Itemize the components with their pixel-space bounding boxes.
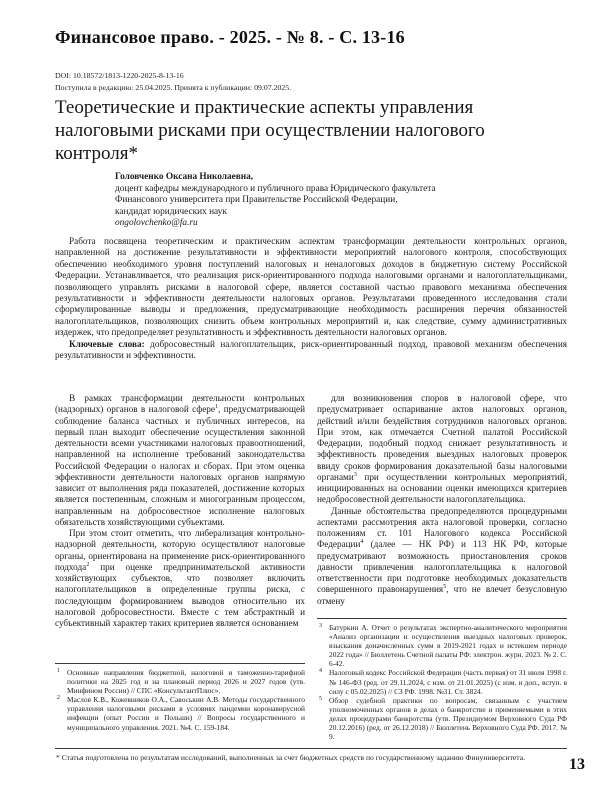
footnote-number: 1 [57, 668, 60, 674]
keywords-text: добросовестный налогоплательщик, риск-ориентированный подход, правовой механизм обеспечения результативности и эффективности. [55, 338, 567, 361]
footnote-block-right [317, 618, 567, 749]
footnote-number: 3 [319, 623, 322, 629]
column-left [55, 393, 305, 749]
column-right [317, 393, 567, 749]
keywords-label: Ключевые слова: [69, 338, 145, 349]
author-degree: кандидат юридических наук [115, 206, 227, 217]
bottom-rule [55, 748, 567, 749]
footnote [317, 696, 567, 741]
body-paragraph: В рамках трансформации деятельности контрольных (надзорных) органов в налоговой сфере$^1$, предусматривающей соблюдение баланса частных и публичных интересов, на первый план выходит обеспечение осуществления законной деятельности всеми участниками налоговых правоотношений, направленной на исполнение требований законодательства Российской Федерации о налогах и сборах. При этом оценка эффективности деятельности налоговых органов напрямую зависит от выполнения ряда показателей, достижение которых является постепенным, сложным и многогранным процессом, направленным на добросовестное исполнение налоговых обязательств хозяйствующими субъектами. [55, 393, 305, 527]
page-number: 13 [569, 756, 585, 773]
bottom-footnote: * Статья подготовлена по результатам исследований, выполненных за счет бюджетных средств по государственному заданию Финуниверситета. [56, 753, 525, 762]
footnote-number: 5 [319, 695, 322, 702]
footnote-rule [55, 663, 305, 664]
footnote [317, 623, 567, 668]
footnote-number: 2 [57, 695, 60, 702]
author-email: ongolovchenko@fa.ru [115, 218, 198, 229]
footnote [55, 695, 305, 731]
footnote-text: Обзор судебной практики по вопросам, связанным с участием уполномоченных органов в делах о банкротстве и применяемыми в этих делах процедурами банкротства (утв. Президиумом Верховного Суда РФ 20.12.2016) (ред. от 26.12.2018) // Бюллетень Верховного Суда РФ. 2017. № 9. [329, 695, 567, 742]
doi-line: DOI: 10.18572/1813-1220-2025-8-13-16 [55, 71, 184, 80]
footnote-text: Налоговый кодекс Российской Федерации (часть первая) от 31 июля 1998 г. № 146-ФЗ (ред. от 29.11.2024, с изм. от 21.01.2025) (с изм. и доп., вступ. в силу с 05.02.2025) // СЗ РФ. 1998. №31. Ст. 3824. [329, 668, 567, 696]
body-paragraph: Данные обстоятельства предопределяются процедурными аспектами рассмотрения акта налоговой проверки, согласно положениям ст. 101 Налогового кодекса Российской Федерации$^4$ (далее — НК РФ) и 113 НК РФ, которые предусматривают возможность приостановления сроков давности привлечения налогоплательщика к налоговой ответственности при подготовке необходимых доказательств совершенного правонарушения$^5$, что не влечет безусловную отмену [317, 505, 567, 606]
footnote-number: 4 [319, 668, 322, 675]
abstract-block [55, 236, 567, 361]
abstract-paragraph: Работа посвящена теоретическим и практическим аспектам трансформации деятельности контрольных органов, направленной на достижение результативности и эффективности мероприятий налогового контроля, способствующих обеспечению необходимого уровня поступлений налоговых и неналоговых доходов в бюджетную систему Российской Федерации. Устанавливается, что реализация риск-ориентированного подхода налоговыми органами и налогоплательщиками, позволяющего управлять рисками в налоговой сфере, является составной частью правового механизма обеспечения результативности и эффективности деятельности налоговых органов. Результатами проведенного исследования стали сформулированные выводы и предложения, предусматривающие необходимость расширения перечня обязанностей налогоплательщиков, позволяющих снизить объем контрольных мероприятий и, как следствие, сумму административных издержек, что предопределяет результативность и эффективность деятельности налоговых органов. [55, 236, 567, 338]
footnote-block-left [55, 663, 305, 749]
author-affiliation-1: доцент кафедры международного и публичного права Юридического факультета [115, 183, 436, 194]
received-line: Поступила в редакцию: 25.04.2025. Принята к публикации: 09.07.2025. [55, 82, 292, 92]
body-columns [55, 393, 567, 749]
article-meta [55, 70, 291, 93]
article-title: Теоретические и практические аспекты управления налоговыми рисками при осуществлении налогового контроля* [55, 97, 485, 164]
body-paragraph: для возникновения споров в налоговой сфере, что предусматривает оспаривание актов налоговых органов, действий и/или бездействия сотрудников налоговых органов. При этом, как отмечается Счетной палатой Российской Федерации, подобный подход снижает результативность и эффективность проведения выездных налоговых проверок ввиду сроков формирования доказательной базы налоговыми органами$^3$ при осуществлении контрольных мероприятий, инициированных на основании оценки имеющихся критериев недобросовестной деятельности налогоплательщика. [317, 393, 567, 505]
body-paragraph: При этом стоит отметить, что либерализация контрольно-надзорной деятельности, которую осуществляют налоговые органы, ориентирована на применение риск-ориентированного подхода$^2$ при оценке предпринимательской активности хозяйствующих субъектов, что позволяет включить налогоплательщиков в определенные группы риска, с последующим формированием выводов относительно их налоговой добросовестности. Вместе с тем абстрактный и субъективный характер таких критериев является основанием [55, 528, 305, 628]
author-affiliation-2: Финансового университета при Правительстве Российской Федерации, [115, 195, 398, 206]
footnote [55, 668, 305, 695]
footnote-rule [317, 618, 567, 619]
footnote-text: Основные направления бюджетной, налоговой и таможенно-тарифной политики на 2025 год и на плановый период 2026 и 2027 годов (утв. Минфином России) // СПС «КонсультантПлюс». [67, 668, 305, 696]
journal-header: Финансовое право. - 2025. - № 8. - С. 13-16 [55, 27, 405, 47]
keywords-paragraph [55, 339, 567, 362]
footnote [317, 668, 567, 695]
footnote-text: Батуркин А. Отчет о результатах экспертно-аналитического мероприятия «Анализ организации и осуществления выездных налоговых проверок, взыскания доначисленных сумм в 2019-2021 годах и истекшем периоде 2022 года» // Бюллетень Счетной палаты РФ: электрон. журн. 2023. № 2. С. 6-42. [329, 623, 567, 669]
author-name: Головченко Оксана Николаевна, [115, 172, 254, 182]
footnote-text: Маслов К.В., Кожевников О.А., Савоськин А.В. Методы государственного управления налоговыми рисками в условиях пандемии коронавирусной инфекции (опыт России и Польши) // Вопросы государственного и муниципального управления. 2021. №4. С. 159-184. [67, 695, 305, 732]
author-block [115, 172, 535, 230]
